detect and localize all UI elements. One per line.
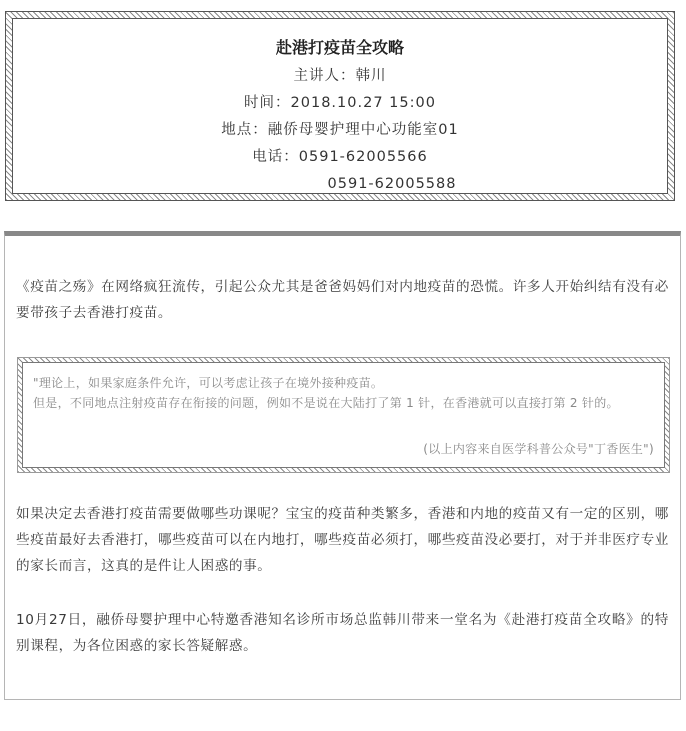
quote-source: (以上内容来自医学科普公众号"丁香医生") [423, 442, 654, 456]
article-card [4, 231, 681, 700]
quote-line-2: 但是，不同地点注射疫苗存在衔接的问题，例如不是说在大陆打了第 1 针，在香港就可以直接打第 2 针的。 [33, 396, 619, 410]
event-location: 地点：融侨母婴护理中心功能室01 [221, 122, 459, 138]
quote-line-1: "理论上，如果家庭条件允许，可以考虑让孩子在境外接种疫苗。 [33, 376, 384, 390]
quote-inner [22, 362, 665, 468]
event-phone: 电话：0591-62005566 [252, 149, 428, 165]
event-phone-secondary: 0591-62005588 [327, 176, 457, 192]
event-info-inner [12, 18, 668, 194]
event-title: 赴港打疫苗全攻略 [275, 38, 404, 57]
article-paragraph-intro: 《疫苗之殇》在网络疯狂流传，引起公众尤其是爸爸妈妈们对内地疫苗的恐慌。许多人开始纠结有没有必要带孩子去香港打疫苗。 [16, 279, 669, 321]
quote-box [17, 357, 670, 473]
event-info-card [5, 11, 675, 201]
event-speaker: 主讲人：韩川 [293, 68, 387, 84]
article-paragraph-announcement: 10月27日，融侨母婴护理中心特邀香港知名诊所市场总监韩川带来一堂名为《赴港打疫苗全攻略》的特别课程，为各位困惑的家长答疑解惑。 [16, 612, 669, 654]
article-paragraph-questions: 如果决定去香港打疫苗需要做哪些功课呢？宝宝的疫苗种类繁多，香港和内地的疫苗又有一定的区别，哪些疫苗最好去香港打，哪些疫苗可以在内地打，哪些疫苗必须打，哪些疫苗没必要打，对于并非医疗专业的家长而言，这真的是件让人困惑的事。 [16, 506, 669, 574]
event-time: 时间：2018.10.27 15:00 [244, 95, 436, 111]
